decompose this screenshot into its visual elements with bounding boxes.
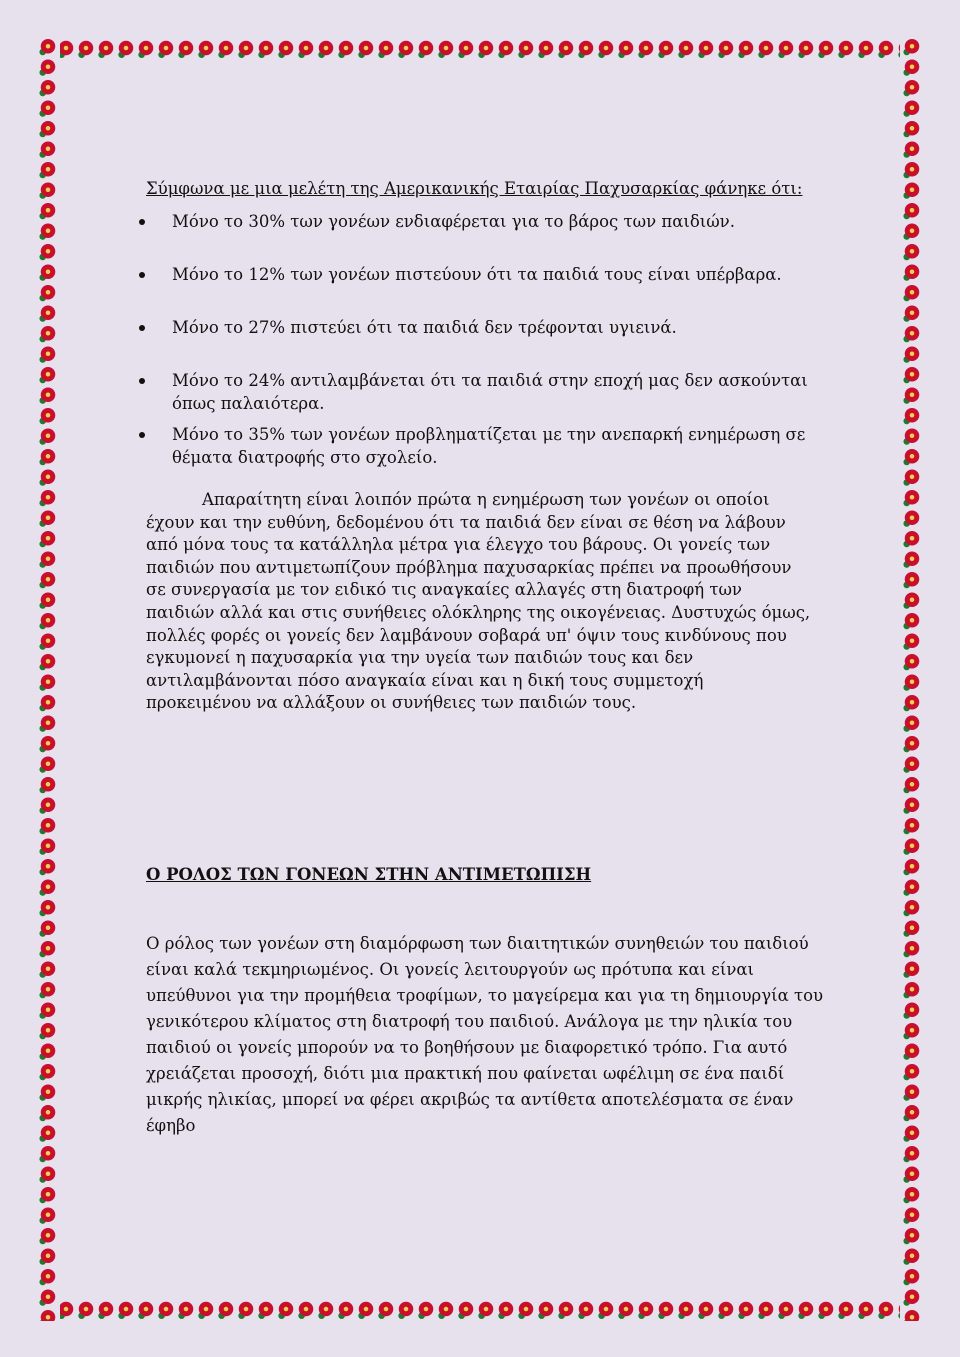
list-item xyxy=(144,369,812,415)
bullet-icon xyxy=(139,219,145,225)
paragraph-parents-role: Ο ρόλος των γονέων στη διαμόρφωση των διαιτητικών συνηθειών του παιδιού είναι καλά τεκμηριωμένος. Οι γονείς λειτουργούν ως πρότυπα και είναι υπεύθυνοι για την προμήθεια τροφίμων, το μαγείρεμα και για τη δημιουργία του γενικότερου κλίματος στη διατροφή του παιδιού. Ανάλογα με την ηλικία του παιδιού οι γονείς μπορούν να το βοηθήσουν με διαφορετικό τρόπο. Για αυτό χρειάζεται προσοχή, διότι μια πρακτική που φαίνεται ωφέλιμη σε ένα παιδί μικρής ηλικίας, μπορεί να φέρει ακριβώς τα αντίθετα αποτελέσματα σε έναν έφηβο xyxy=(146,934,824,1135)
paragraph-parents-information: Απαραίτητη είναι λοιπόν πρώτα η ενημέρωση των γονέων οι οποίοι έχουν και την ευθύνη, δεδομένου ότι τα παιδιά δεν είναι σε θέση να λάβουν από μόνα τους τα κατάλληλα μέτρα για έλεγχο του βάρους. Οι γονείς των παιδιών που αντιμετωπίζουν πρόβλημα παχυσαρκίας πρέπει να προωθήσουν σε συνεργασία με τον ειδικό τις αναγκαίες αλλαγές στη διατροφή των παιδιών αλλά και στις συνήθειες ολόκληρης της οικογένειας. Δυστυχώς όμως, πολλές φορές οι γονείς δεν λαμβάνουν σοβαρά υπ' όψιν τους κινδύνους που εγκυμονεί η παχυσαρκία για την υγεία των παιδιών τους και δεν αντιλαμβάνονται πόσο αναγκαία είναι και η δική τους συμμετοχή προκειμένου να αλλάξουν οι συνήθειες των παιδιών τους. xyxy=(146,490,811,713)
bullet-icon xyxy=(139,432,145,438)
list-item-text: Μόνο το 27% πιστεύει ότι τα παιδιά δεν τρέφονται υγιεινά. xyxy=(172,318,677,337)
flower-border-top xyxy=(36,36,924,60)
list-item-text: Μόνο το 24% αντιλαμβάνεται ότι τα παιδιά στην εποχή μας δεν ασκούνται όπως παλαιότερα. xyxy=(172,371,808,413)
list-item xyxy=(144,263,812,286)
list-item xyxy=(144,423,812,469)
section-heading: Ο ΡΟΛΟΣ ΤΩΝ ΓΟΝΕΩΝ ΣΤΗΝ ΑΝΤΙΜΕΤΩΠΙΣΗ xyxy=(146,865,592,884)
list-item-text: Μόνο το 35% των γονέων προβληματίζεται με την ανεπαρκή ενημέρωση σε θέματα διατροφής στο σχολείο. xyxy=(172,425,806,467)
intro-line: Σύμφωνα με μια μελέτη της Αμερικανικής Εταιρίας Παχυσαρκίας φάνηκε ότι: xyxy=(146,179,803,198)
flower-border-right xyxy=(900,36,924,1321)
list-item xyxy=(144,316,812,339)
list-item-text: Μόνο το 30% των γονέων ενδιαφέρεται για το βάρος των παιδιών. xyxy=(172,212,735,231)
bullet-icon xyxy=(139,272,145,278)
statistics-list xyxy=(146,210,812,469)
flower-border-bottom xyxy=(36,1297,924,1321)
list-item xyxy=(144,210,812,233)
bullet-icon xyxy=(139,325,145,331)
document-body xyxy=(146,176,812,715)
bullet-icon xyxy=(139,378,145,384)
list-item-text: Μόνο το 12% των γονέων πιστεύουν ότι τα παιδιά τους είναι υπέρβαρα. xyxy=(172,265,782,284)
flower-border-left xyxy=(36,36,60,1321)
